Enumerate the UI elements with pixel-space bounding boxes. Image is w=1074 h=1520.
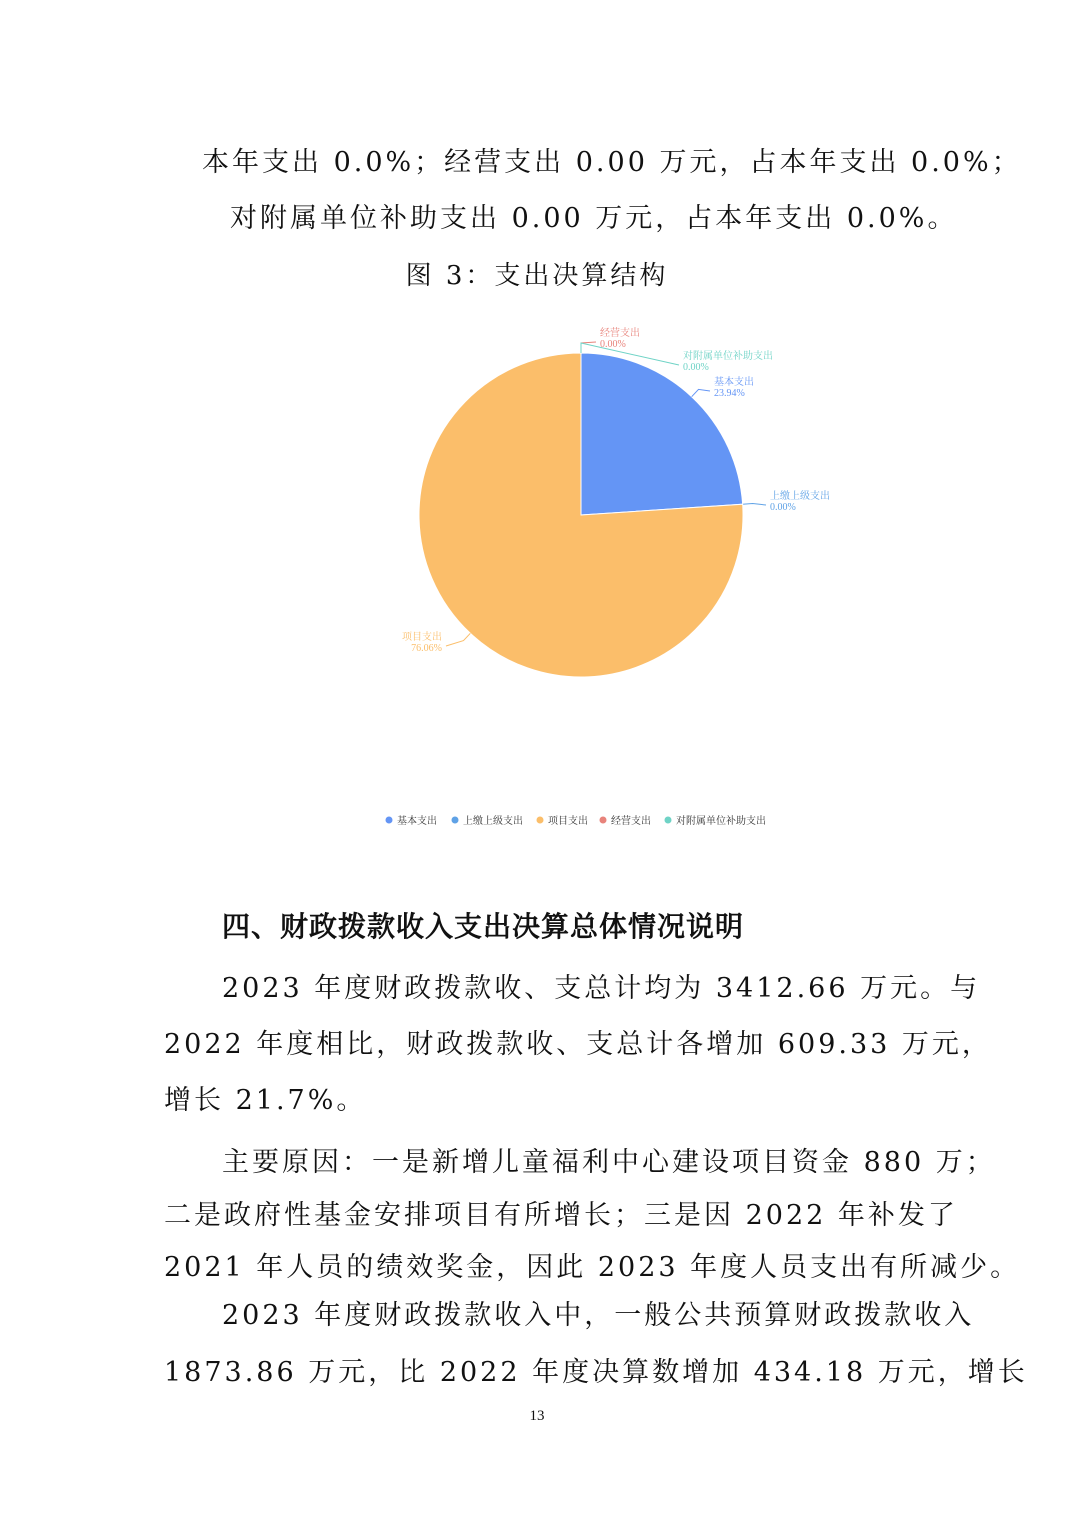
- slice-percent-label: 0.00%: [600, 339, 626, 350]
- label-leader-line: [743, 504, 766, 505]
- legend-label: 项目支出: [548, 816, 588, 827]
- paragraph-line: 主要原因：一是新增儿童福利中心建设项目资金 880 万；: [222, 1147, 996, 1178]
- figure-caption: 图 3：支出决算结构: [405, 261, 669, 291]
- slice-name-label: 上缴上级支出: [770, 491, 830, 502]
- slice-percent-label: 23.94%: [714, 388, 745, 399]
- legend-marker: [665, 817, 672, 824]
- paragraph-line: 2023 年度财政拨款收、支总计均为 3412.66 万元。与: [222, 973, 981, 1004]
- label-leader-line: [446, 633, 470, 646]
- paragraph-line: 本年支出 0.0%；经营支出 0.00 万元，占本年支出 0.0%；: [202, 147, 1022, 178]
- section-heading: 四、财政拨款收入支出决算总体情况说明: [222, 910, 745, 943]
- slice-name-label: 对附属单位补助支出: [683, 351, 773, 362]
- paragraph-line: 2023 年度财政拨款收入中，一般公共预算财政拨款收入: [222, 1300, 975, 1331]
- paragraph-line: 2022 年度相比，财政拨款收、支总计各增加 609.33 万元，: [164, 1029, 992, 1060]
- legend-marker: [452, 817, 459, 824]
- label-leader-line: [692, 389, 710, 396]
- paragraph-line: 2021 年人员的绩效奖金，因此 2023 年度人员支出有所减少。: [164, 1252, 1021, 1283]
- legend-marker: [386, 817, 393, 824]
- slice-percent-label: 0.00%: [683, 362, 709, 373]
- legend-label: 基本支出: [397, 816, 437, 827]
- paragraph-line: 二是政府性基金安排项目有所增长；三是因 2022 年补发了: [164, 1200, 958, 1231]
- slice-name-label: 经营支出: [600, 328, 640, 339]
- pie-chart: [330, 305, 850, 845]
- paragraph-line: 对附属单位补助支出 0.00 万元，占本年支出 0.0%。: [230, 203, 958, 234]
- paragraph-line: 1873.86 万元，比 2022 年度决算数增加 434.18 万元，增长: [164, 1357, 1028, 1388]
- slice-name-label: 基本支出: [714, 377, 754, 388]
- legend-marker: [537, 817, 544, 824]
- page-number: 13: [529, 1408, 545, 1424]
- slice-percent-label: 0.00%: [770, 502, 796, 513]
- slice-name-label: 项目支出: [402, 632, 442, 643]
- legend-label: 经营支出: [611, 816, 651, 827]
- legend-marker: [600, 817, 607, 824]
- slice-percent-label: 76.06%: [411, 643, 442, 654]
- legend-label: 上缴上级支出: [463, 816, 523, 827]
- legend-label: 对附属单位补助支出: [676, 816, 766, 827]
- paragraph-line: 增长 21.7%。: [164, 1085, 367, 1116]
